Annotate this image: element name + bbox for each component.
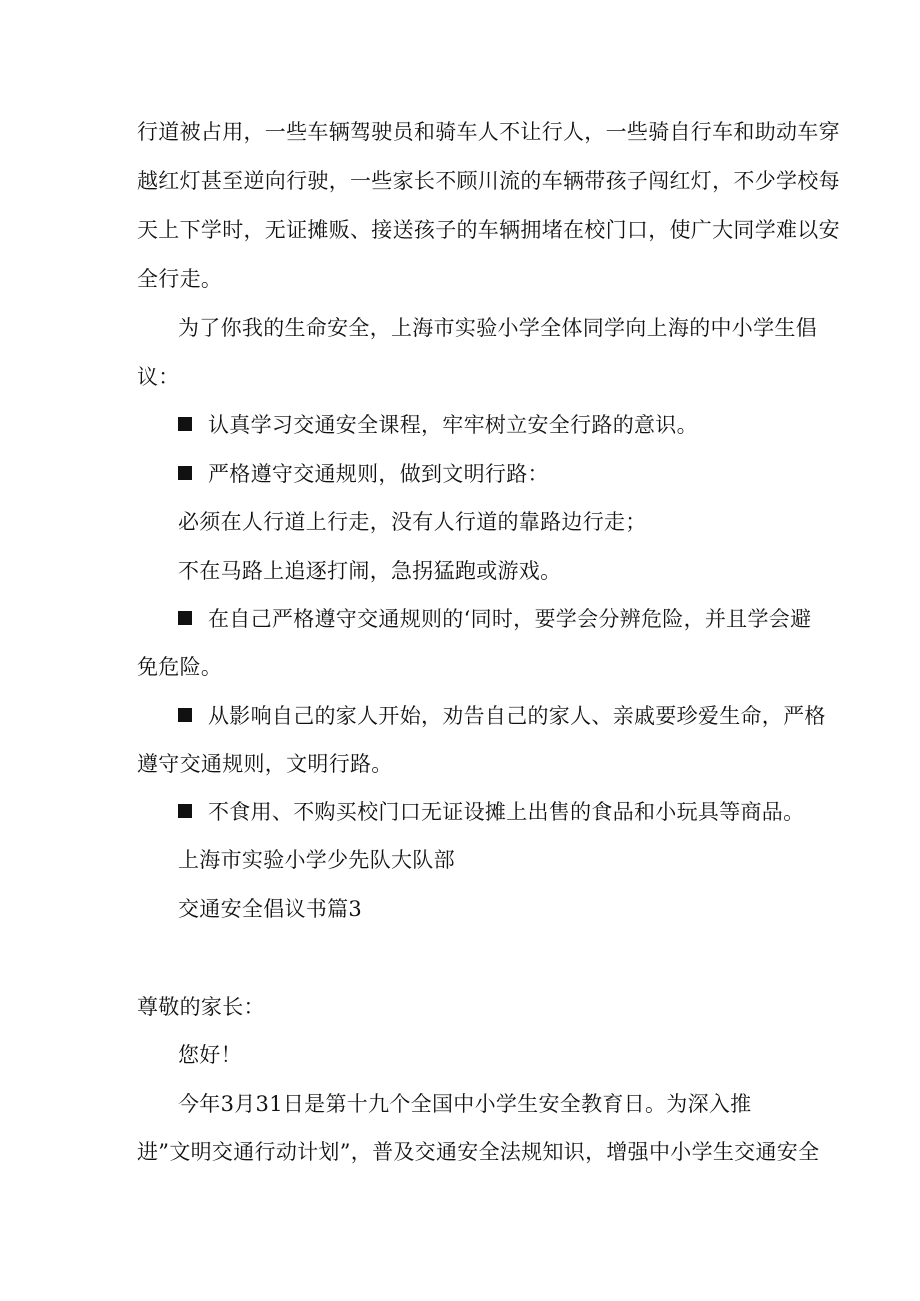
body-text-line: 议：: [137, 365, 180, 389]
square-bullet-icon: [178, 611, 192, 625]
bullet-text: 在自己严格遵守交通规则的‘同时，要学会分辨危险，并且学会避: [208, 607, 812, 631]
bullet-text: 从影响自己的家人开始，劝告自己的家人、亲戚要珍爱生命，严格: [208, 704, 826, 728]
bullet-item: [178, 605, 811, 633]
greeting: 您好！: [178, 1043, 242, 1067]
bullet-item: [178, 411, 698, 439]
body-text-line: 进”文明交通行动计划”，普及交通安全法规知识，增强中小学生交通安全: [137, 1140, 820, 1164]
body-text-line: 必须在人行道上行走，没有人行道的靠路边行走；: [178, 510, 647, 534]
square-bullet-icon: [178, 804, 192, 818]
square-bullet-icon: [178, 417, 192, 431]
bullet-item: [178, 798, 804, 826]
body-text-line: 不在马路上追逐打闹，急拐猛跑或游戏。: [178, 559, 562, 583]
body-text-line: 全行走。: [137, 267, 223, 291]
body-text-line: 遵守交通规则，文明行路。: [137, 752, 393, 776]
bullet-item: [178, 702, 826, 730]
signature-line: 上海市实验小学少先队大队部: [178, 848, 455, 872]
square-bullet-icon: [178, 708, 192, 722]
square-bullet-icon: [178, 466, 192, 480]
bullet-text: 认真学习交通安全课程，牢牢树立安全行路的意识。: [208, 413, 698, 437]
salutation: 尊敬的家长：: [137, 995, 265, 1019]
bullet-text: 严格遵守交通规则，做到文明行路：: [208, 462, 549, 486]
body-text-line: 行道被占用，一些车辆驾驶员和骑车人不让行人，一些骑自行车和助动车穿: [137, 120, 840, 144]
body-text-line: 为了你我的生命安全，上海市实验小学全体同学向上海的中小学生倡: [178, 316, 817, 340]
body-text-line: 今年3月31日是第十九个全国中小学生安全教育日。为深入推: [178, 1092, 752, 1116]
bullet-item: [178, 460, 549, 488]
body-text-line: 越红灯甚至逆向行驶，一些家长不顾川流的车辆带孩子闯红灯，不少学校每: [137, 169, 840, 193]
body-text-line: 免危险。: [137, 655, 223, 679]
section-heading: 交通安全倡议书篇3: [178, 897, 363, 921]
bullet-text: 不食用、不购买校门口无证设摊上出售的食品和小玩具等商品。: [208, 800, 805, 824]
body-text-line: 天上下学时，无证摊贩、接送孩子的车辆拥堵在校门口，使广大同学难以安: [137, 218, 840, 242]
